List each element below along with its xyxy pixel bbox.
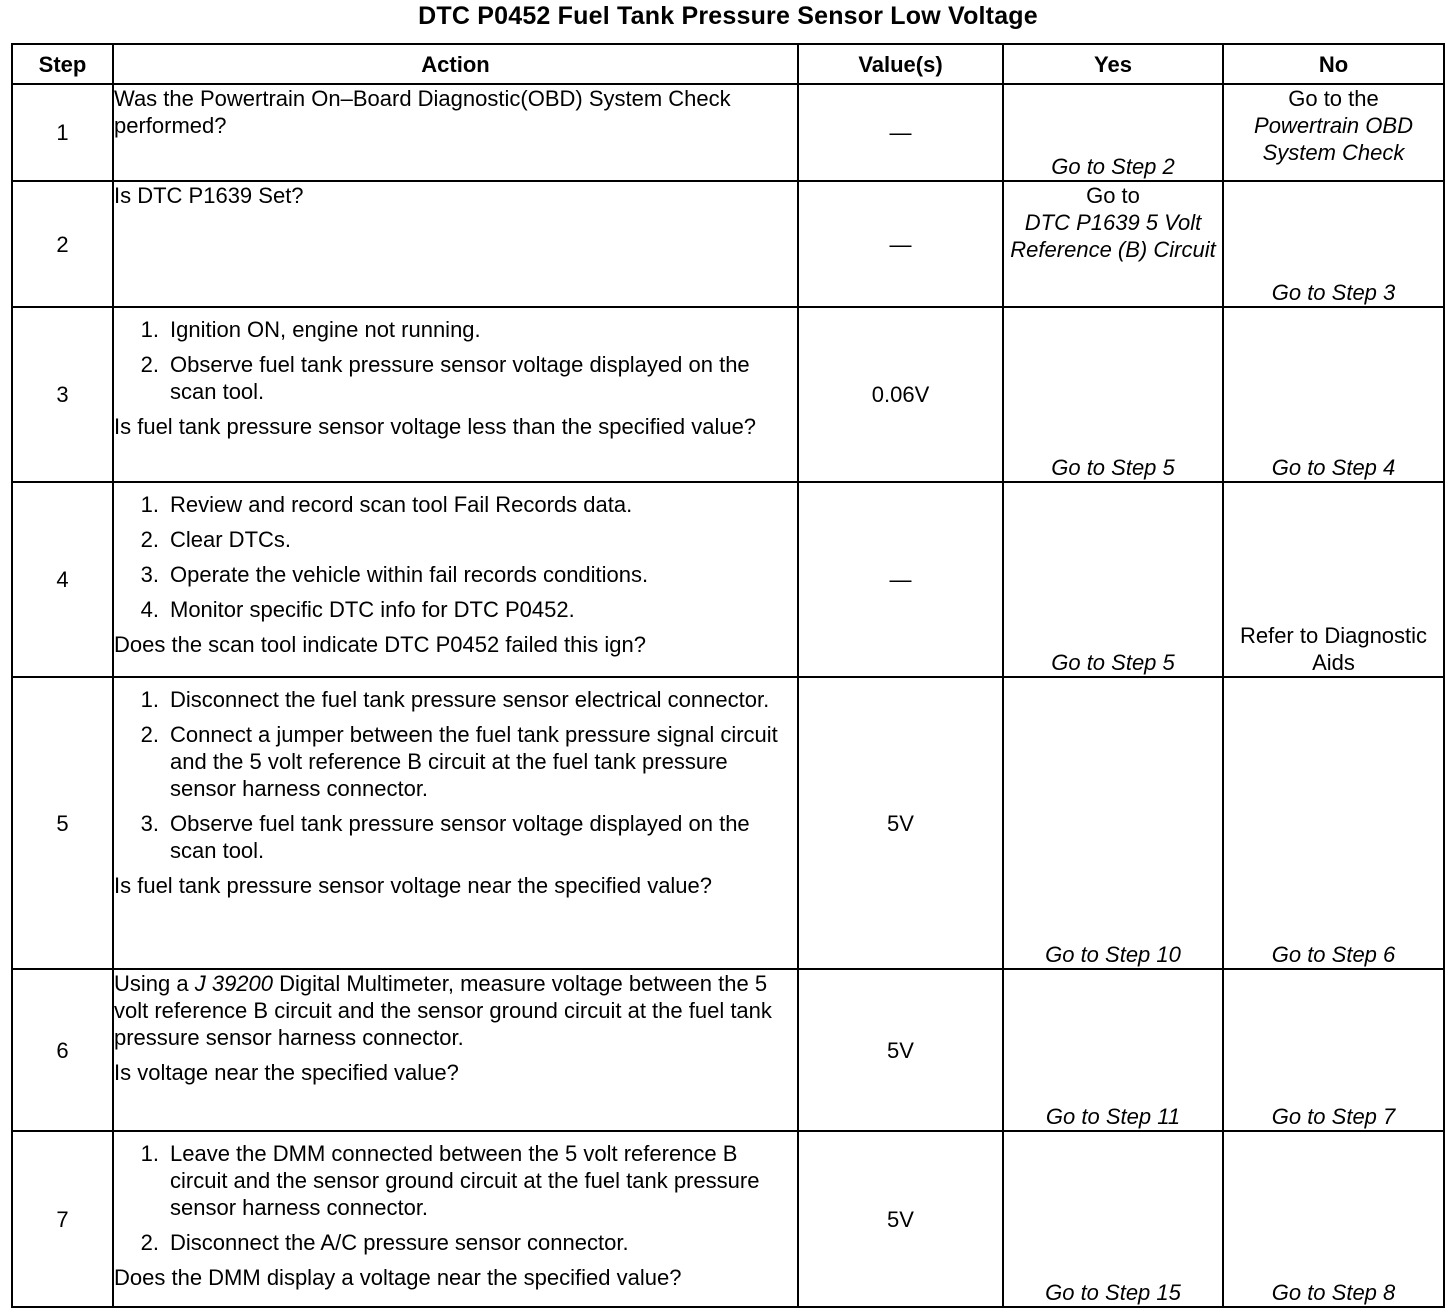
value-cell: 0.06V xyxy=(798,307,1003,482)
procedure-item-number: 2. xyxy=(140,352,159,377)
value-cell: — xyxy=(798,84,1003,181)
yes-link-prefix: Go to xyxy=(1086,183,1140,208)
value-cell: 5V xyxy=(798,1131,1003,1307)
action-cell xyxy=(113,482,798,677)
action-cell xyxy=(113,181,798,307)
procedure-item-text: Operate the vehicle within fail records conditions. xyxy=(170,562,649,587)
yes-link[interactable]: Go to Step 5 xyxy=(1003,482,1223,677)
action-text-body: Digital Multimeter, measure voltage between the 5 volt reference B circuit and the sensor ground circuit at the fuel tank pressure sensor harness connector. xyxy=(114,971,772,1050)
procedure-list xyxy=(114,1140,797,1256)
action-cell xyxy=(113,677,798,969)
yes-link[interactable]: Go to Step 2 xyxy=(1003,84,1223,181)
table-row-step-7 xyxy=(12,1131,1444,1307)
step-number: 3 xyxy=(12,307,113,482)
procedure-item-text: Disconnect the A/C pressure sensor connector. xyxy=(170,1230,629,1255)
procedure-item xyxy=(114,686,797,713)
procedure-item-text: Disconnect the fuel tank pressure sensor electrical connector. xyxy=(170,687,770,712)
procedure-item-number: 1. xyxy=(140,1141,159,1166)
value-cell: 5V xyxy=(798,677,1003,969)
action-question: Is fuel tank pressure sensor voltage near the specified value? xyxy=(114,873,713,898)
no-link[interactable]: Refer to Diagnostic Aids xyxy=(1223,482,1444,677)
procedure-item-text: Ignition ON, engine not running. xyxy=(170,317,481,342)
procedure-item-number: 2. xyxy=(140,722,159,747)
procedure-item-text: Connect a jumper between the fuel tank pressure signal circuit and the 5 volt reference B circuit at the fuel tank pressure sensor harness connector. xyxy=(170,722,778,801)
procedure-list xyxy=(114,686,797,864)
no-link[interactable]: Go to Step 7 xyxy=(1223,969,1444,1131)
procedure-item-number: 3. xyxy=(140,811,159,836)
procedure-item-number: 1. xyxy=(140,317,159,342)
tool-reference: J 39200 xyxy=(194,971,274,996)
table-row-step-3 xyxy=(12,307,1444,482)
procedure-item-number: 2. xyxy=(140,527,159,552)
action-text: Was the Powertrain On–Board Diagnostic(OBD) System Check performed? xyxy=(114,86,731,138)
procedure-item-number: 1. xyxy=(140,687,159,712)
procedure-item xyxy=(114,721,797,802)
table-row-step-5 xyxy=(12,677,1444,969)
yes-link[interactable]: Go to Step 11 xyxy=(1003,969,1223,1131)
action-question: Is fuel tank pressure sensor voltage less than the specified value? xyxy=(114,414,757,439)
no-link[interactable]: Go to Step 6 xyxy=(1223,677,1444,969)
procedure-item-text: Monitor specific DTC info for DTC P0452. xyxy=(170,597,575,622)
procedure-item xyxy=(114,596,797,623)
step-number: 2 xyxy=(12,181,113,307)
action-cell xyxy=(113,307,798,482)
procedure-item-number: 1. xyxy=(140,492,159,517)
value-cell: 5V xyxy=(798,969,1003,1131)
action-text xyxy=(114,970,797,1051)
procedure-item-text: Leave the DMM connected between the 5 volt reference B circuit and the sensor ground circuit at the fuel tank pressure sensor harness connector. xyxy=(170,1141,760,1220)
no-link-prefix: Go to the xyxy=(1288,86,1379,111)
header-values: Value(s) xyxy=(798,44,1003,84)
table-row-step-6 xyxy=(12,969,1444,1131)
procedure-list xyxy=(114,316,797,405)
step-number: 4 xyxy=(12,482,113,677)
step-number: 1 xyxy=(12,84,113,181)
procedure-item xyxy=(114,810,797,864)
action-text: Is DTC P1639 Set? xyxy=(114,183,304,208)
value-cell: — xyxy=(798,181,1003,307)
procedure-item-number: 2. xyxy=(140,1230,159,1255)
header-no: No xyxy=(1223,44,1444,84)
header-step: Step xyxy=(12,44,113,84)
header-row xyxy=(12,44,1444,84)
yes-link[interactable] xyxy=(1003,181,1223,307)
step-number: 5 xyxy=(12,677,113,969)
table-row-step-4 xyxy=(12,482,1444,677)
yes-link-target: DTC P1639 5 Volt Reference (B) Circuit xyxy=(1010,210,1216,262)
action-cell xyxy=(113,969,798,1131)
header-action: Action xyxy=(113,44,798,84)
yes-link[interactable]: Go to Step 5 xyxy=(1003,307,1223,482)
table-row-step-1 xyxy=(12,84,1444,181)
action-cell xyxy=(113,1131,798,1307)
procedure-item-text: Review and record scan tool Fail Records data. xyxy=(170,492,633,517)
step-number: 7 xyxy=(12,1131,113,1307)
procedure-item-number: 3. xyxy=(140,562,159,587)
procedure-item-text: Clear DTCs. xyxy=(170,527,292,552)
procedure-item xyxy=(114,1229,797,1256)
value-cell: — xyxy=(798,482,1003,677)
no-link[interactable]: Go to Step 3 xyxy=(1223,181,1444,307)
procedure-item-text: Observe fuel tank pressure sensor voltage displayed on the scan tool. xyxy=(170,811,750,863)
action-text-prefix: Using a xyxy=(114,971,195,996)
no-link[interactable]: Go to Step 8 xyxy=(1223,1131,1444,1307)
action-question: Does the DMM display a voltage near the specified value? xyxy=(114,1265,682,1290)
table-row-step-2 xyxy=(12,181,1444,307)
page-title: DTC P0452 Fuel Tank Pressure Sensor Low Voltage xyxy=(418,2,1038,30)
action-question: Is voltage near the specified value? xyxy=(114,1060,459,1085)
procedure-item xyxy=(114,1140,797,1221)
procedure-item xyxy=(114,351,797,405)
diagnostic-table xyxy=(11,43,1445,1308)
header-yes: Yes xyxy=(1003,44,1223,84)
procedure-item xyxy=(114,491,797,518)
yes-link[interactable]: Go to Step 15 xyxy=(1003,1131,1223,1307)
procedure-item-text: Observe fuel tank pressure sensor voltage displayed on the scan tool. xyxy=(170,352,750,404)
procedure-list xyxy=(114,491,797,623)
action-question: Does the scan tool indicate DTC P0452 failed this ign? xyxy=(114,632,646,657)
procedure-item-number: 4. xyxy=(140,597,159,622)
procedure-item xyxy=(114,561,797,588)
no-link-target: Powertrain OBD System Check xyxy=(1254,113,1413,165)
step-number: 6 xyxy=(12,969,113,1131)
action-cell xyxy=(113,84,798,181)
procedure-item xyxy=(114,526,797,553)
no-link[interactable] xyxy=(1223,84,1444,181)
yes-link[interactable]: Go to Step 10 xyxy=(1003,677,1223,969)
no-link[interactable]: Go to Step 4 xyxy=(1223,307,1444,482)
procedure-item xyxy=(114,316,797,343)
